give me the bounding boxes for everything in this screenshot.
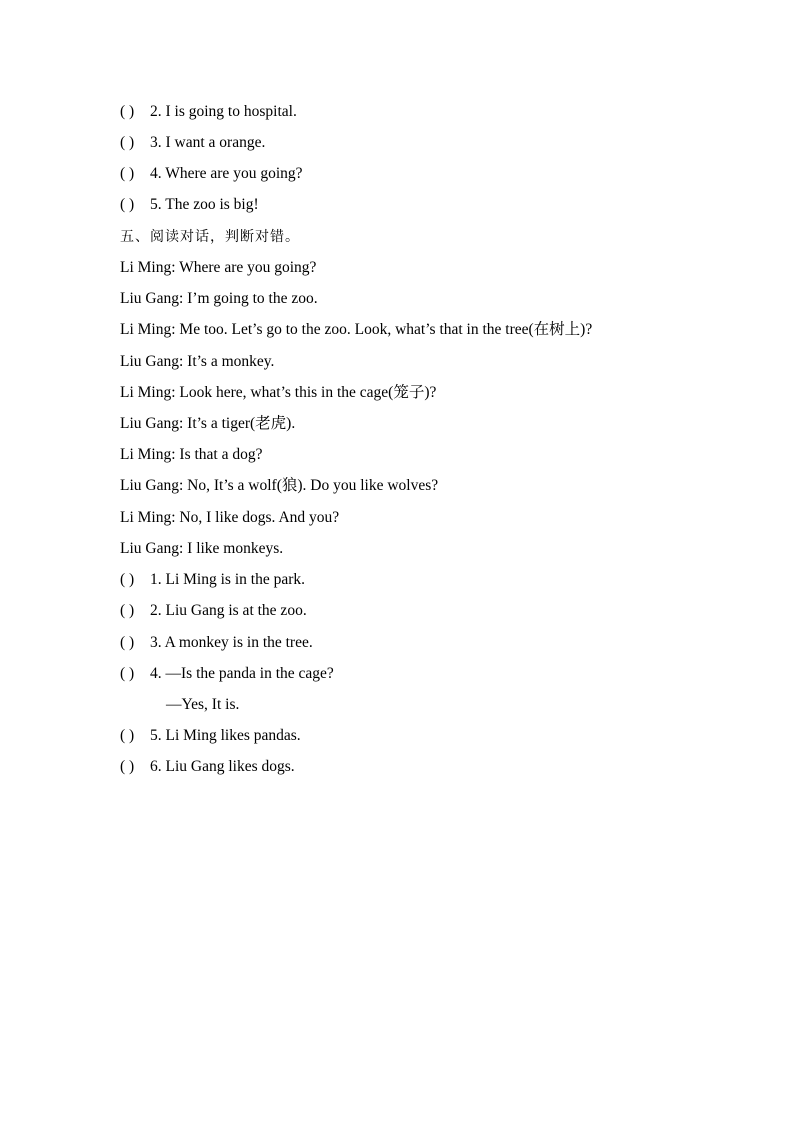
part5-item-1	[120, 570, 305, 590]
dialogue-line: Li Ming: Me too. Let’s go to the zoo. Look, what’s that in the tree(在树上)?	[120, 321, 593, 338]
part5-item-4	[120, 664, 334, 684]
section-heading: 五、阅读对话，判断对错。	[120, 229, 300, 245]
answer-blank[interactable]: ( )	[120, 665, 135, 682]
dialogue-line: Li Ming: Is that a dog?	[120, 446, 263, 463]
item-text: 2. I is going to hospital.	[150, 103, 297, 120]
dialogue-line: Li Ming: No, I like dogs. And you?	[120, 509, 340, 526]
item-text: 4. —Is the panda in the cage?	[150, 665, 334, 682]
item-text: 1. Li Ming is in the park.	[150, 571, 305, 588]
dialogue-line: Liu Gang: It’s a tiger(老虎).	[120, 415, 296, 432]
part4-item-4	[120, 164, 303, 184]
answer-blank[interactable]: ( )	[120, 103, 135, 120]
dialogue-line: Liu Gang: I like monkeys.	[120, 540, 284, 557]
item-text: 5. The zoo is big!	[150, 196, 259, 213]
part5-item-3	[120, 633, 313, 653]
answer-blank[interactable]: ( )	[120, 634, 135, 651]
item-text: 3. A monkey is in the tree.	[150, 634, 313, 651]
item-text: 6. Liu Gang likes dogs.	[150, 758, 295, 775]
answer-blank[interactable]: ( )	[120, 758, 135, 775]
item-text: 2. Liu Gang is at the zoo.	[150, 602, 307, 619]
item-text: 3. I want a orange.	[150, 134, 266, 151]
dialogue-line: Li Ming: Look here, what’s this in the cage(笼子)?	[120, 384, 437, 401]
dialogue-line: Liu Gang: No, It’s a wolf(狼). Do you like wolves?	[120, 477, 439, 494]
answer-blank[interactable]: ( )	[120, 196, 135, 213]
answer-blank[interactable]: ( )	[120, 134, 135, 151]
answer-blank[interactable]: ( )	[120, 165, 135, 182]
dialogue-line: Li Ming: Where are you going?	[120, 259, 317, 276]
item-text: 4. Where are you going?	[150, 165, 303, 182]
answer-blank[interactable]: ( )	[120, 727, 135, 744]
dialogue-line: Liu Gang: I’m going to the zoo.	[120, 290, 318, 307]
part5-item-6	[120, 757, 295, 777]
answer-blank[interactable]: ( )	[120, 571, 135, 588]
part5-item-5	[120, 726, 301, 746]
answer-blank[interactable]: ( )	[120, 602, 135, 619]
part5-item-4-answer: —Yes, It is.	[166, 696, 240, 713]
item-text: 5. Li Ming likes pandas.	[150, 727, 301, 744]
part4-item-3	[120, 133, 265, 153]
part4-item-2	[120, 102, 297, 122]
part5-item-2	[120, 601, 307, 621]
part4-item-5	[120, 195, 259, 215]
dialogue-line: Liu Gang: It’s a monkey.	[120, 353, 275, 370]
